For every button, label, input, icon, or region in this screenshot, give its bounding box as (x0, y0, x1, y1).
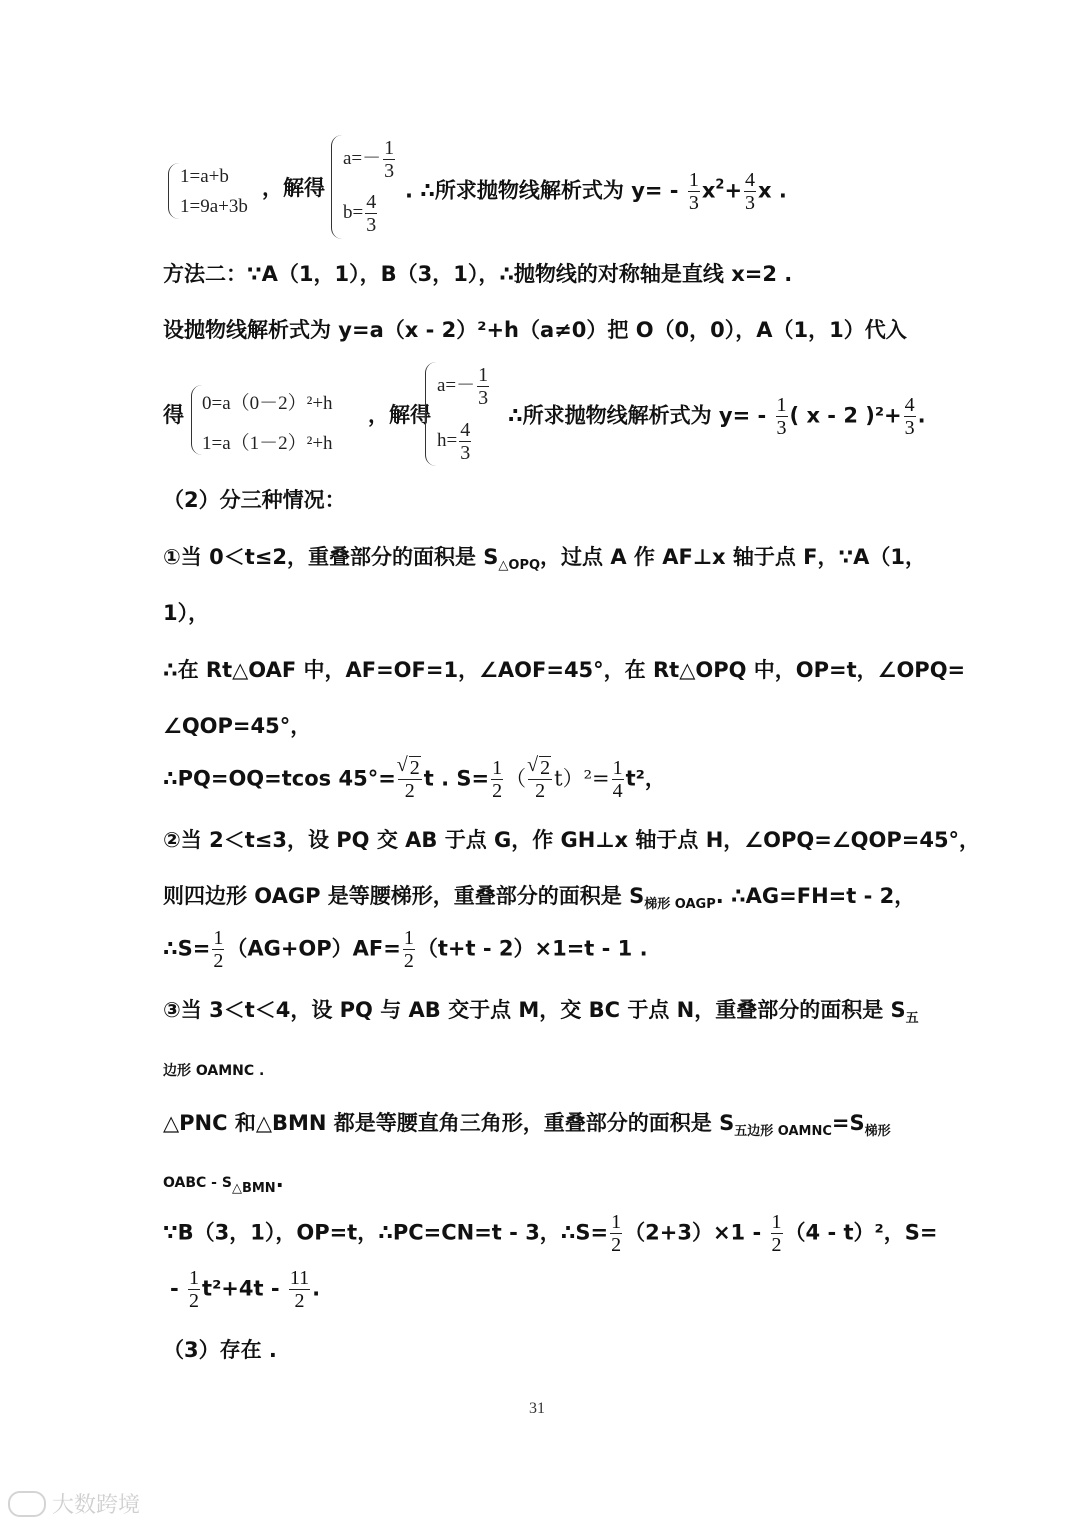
solution-brace-2 (425, 362, 436, 466)
system2-eq-1: 0=a（0－2）²+h (202, 393, 333, 414)
part2-heading: （2）分三种情况： (163, 488, 346, 512)
method2-line-1: 方法二：∵A（1，1），B（3，1），∴抛物线的对称轴是直线 x=2 . (163, 262, 793, 286)
solve-text-2: ，解得 (368, 403, 431, 427)
method2-line-2: 设抛物线解析式为 y=a（x - 2）²+h（a≠0）把 O（0，0），A（1，1）代入 (163, 318, 907, 342)
solve-text-1: ，解得 (262, 176, 325, 200)
case1-line-1: ①当 0＜t≤2，重叠部分的面积是 $S_{\triangle OPQ}$，过点 A 作 AF⊥x 轴于点 F，∵A（1， (163, 545, 926, 573)
part3-heading: （3）存在 . (163, 1338, 277, 1362)
case2-line-2: 则四边形 OAGP 是等腰梯形，重叠部分的面积是 $S_{梯形 OAGP}$. ∴AG=FH=t - 2， (163, 884, 916, 912)
system-brace-1 (168, 163, 179, 219)
case2-line-3: ∴S= $\frac{1}{2}$ （AG+OP）AF= $\frac{1}{2}$ （t+t - 2）×1=t - 1 . (163, 927, 648, 972)
case3-line-6: - $\frac{1}{2}$ t²+4t - $\frac{11}{2}$ . (170, 1267, 321, 1312)
system-eq-1: 1=a+b (180, 166, 229, 187)
watermark (8, 1488, 140, 1519)
case1-line-5: ∴PQ=OQ=tcos 45°= √ $\frac{2}{2}$ t . S= $\frac{1}{2}$ （ √ $\frac{2}{2}$ t）²= $\frac{1}{4}$ t²， (163, 758, 666, 801)
case3-line-5: ∵B（3，1），OP=t，∴PC=CN=t - 3，∴S= $\frac{1}{2}$ （2+3）×1 - $\frac{1}{2}$ （4 - t）²，S= (163, 1211, 938, 1256)
system-brace-2 (191, 385, 202, 455)
solution-a-2: a=－ $\frac{1}{3}$ (437, 364, 489, 409)
case1-line-2: 1）， (163, 601, 210, 625)
system-eq-2: 1=9a+3b (180, 196, 248, 217)
watermark-text: 大数跨境 (52, 1493, 141, 1518)
parabola-result-2: ∴所求抛物线解析式为 y= - $\frac{1}{3}$ ( x - 2 )²+ $\frac{4}{3}$ . (508, 394, 926, 439)
system2-eq-2: 1=a（1－2）²+h (202, 433, 333, 454)
case1-line-3: ∴在 Rt△OAF 中，AF=OF=1，∠AOF=45°，在 Rt△OPQ 中，OP=t，∠OPQ= (163, 658, 966, 682)
case3-line-4: OABC - $S_{\triangle BMN}$. (163, 1168, 284, 1196)
solution-a-1: a=－ $\frac{1}{3}$ (343, 137, 395, 182)
page-number: 31 (529, 1400, 545, 1417)
de-label: 得 (163, 403, 184, 427)
solution-b-1: b= $\frac{4}{3}$ (343, 191, 377, 236)
solution-brace-1 (331, 135, 342, 239)
case3-line-2: 边形 OAMNC . (163, 1063, 265, 1079)
case2-line-1: ②当 2＜t≤3，设 PQ 交 AB 于点 G，作 GH⊥x 轴于点 H，∠OPQ=∠QOP=45°， (163, 828, 981, 852)
case3-line-3: △PNC 和△BMN 都是等腰直角三角形，重叠部分的面积是 $S_{五边形 OAMNC}=S_{梯形}$ (163, 1111, 891, 1139)
solution-h-2: h= $\frac{4}{3}$ (437, 419, 471, 464)
watermark-logo-icon (8, 1491, 46, 1517)
case3-line-1: ③当 3＜t＜4，设 PQ 与 AB 交于点 M，交 BC 于点 N，重叠部分的面积是 $S_五$ (163, 998, 919, 1026)
case1-line-4: ∠QOP=45°， (163, 714, 312, 738)
parabola-result-1: . ∴所求抛物线解析式为 y= - $\frac{1}{3}$ $x^2+$ $\frac{4}{3}$ x . (405, 169, 787, 214)
